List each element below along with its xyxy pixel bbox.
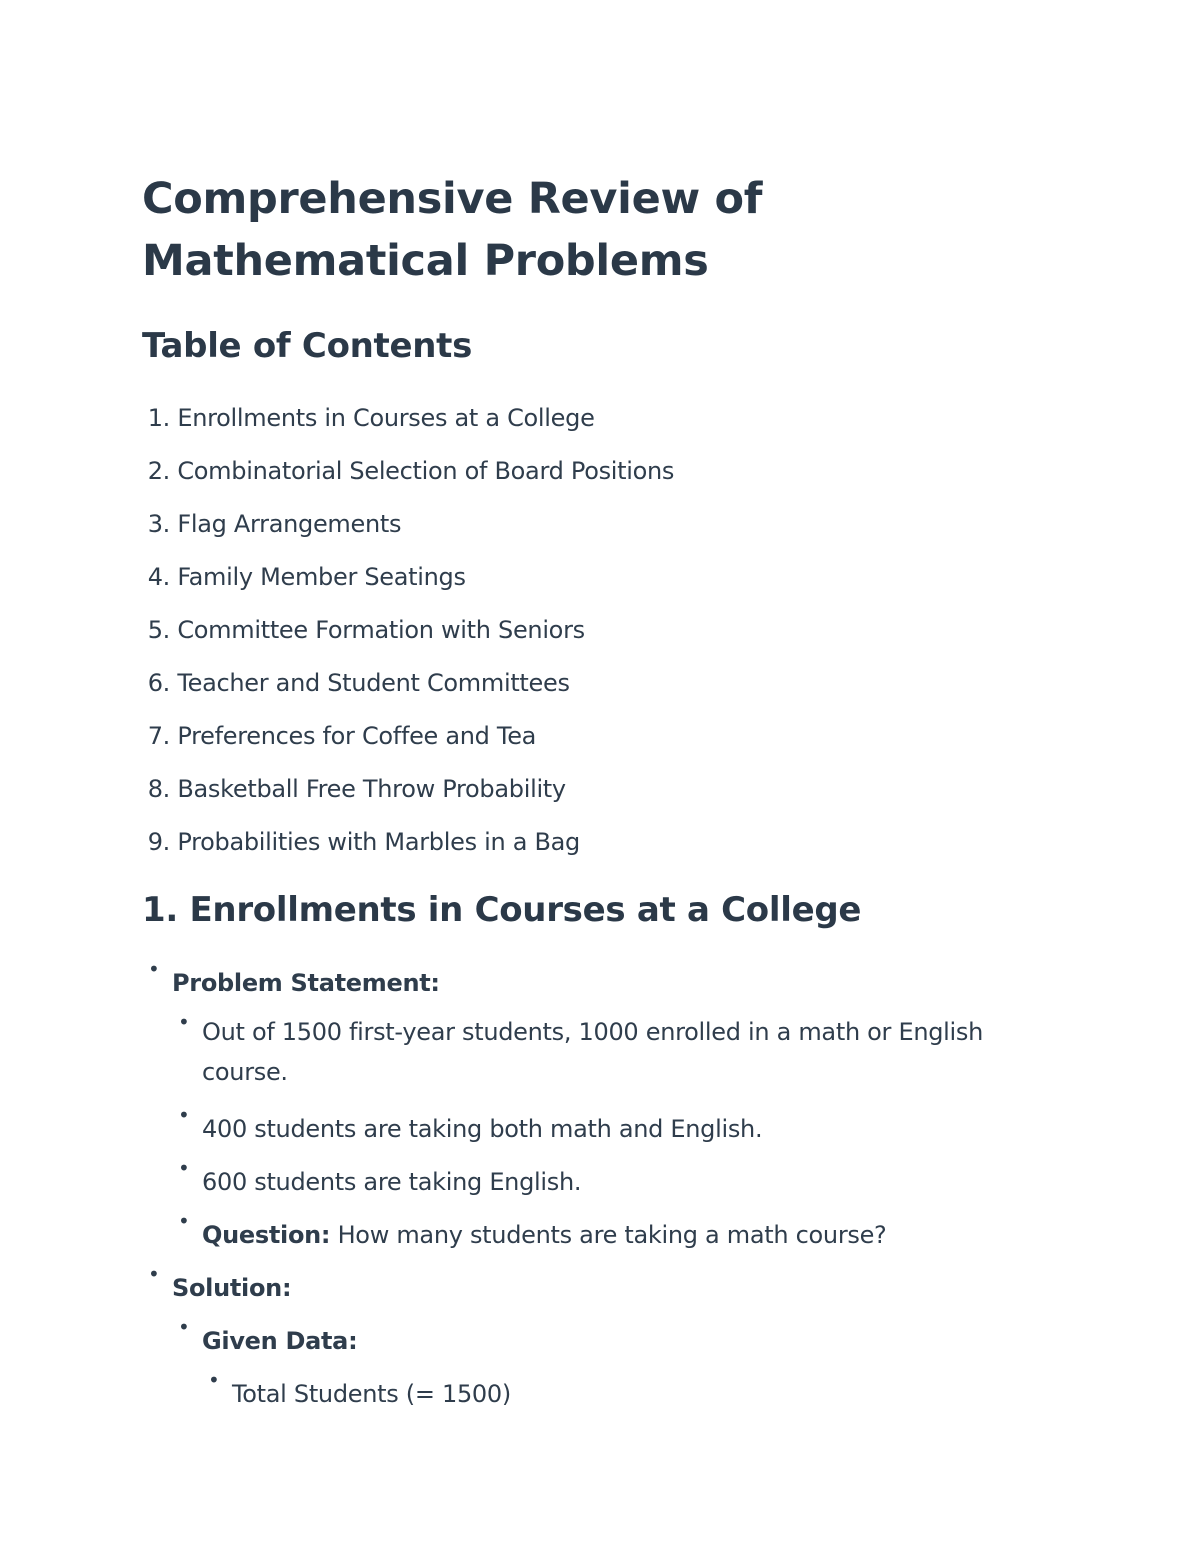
bullet-icon: • [178, 1315, 190, 1339]
list-item [178, 1315, 1042, 1421]
bullet-icon: • [178, 1010, 190, 1034]
toc-item[interactable]: 9. Probabilities with Marbles in a Bag [147, 828, 580, 856]
section-heading: 1. Enrollments in Courses at a College [142, 890, 862, 930]
bullet-icon: • [178, 1209, 190, 1233]
bullet-icon: • [148, 957, 160, 981]
bullet-icon: • [178, 1156, 190, 1180]
list-item [148, 1262, 1042, 1421]
question-label: Question: [202, 1221, 331, 1249]
toc-item[interactable]: 3. Flag Arrangements [147, 510, 402, 538]
bullet-icon: • [208, 1368, 220, 1392]
toc-item[interactable]: 2. Combinatorial Selection of Board Positions [147, 457, 675, 485]
toc-item[interactable]: 8. Basketball Free Throw Probability [147, 775, 566, 803]
solution-list [172, 1315, 1042, 1421]
list-item [148, 957, 1042, 1262]
problem-statement-label: Problem Statement: [172, 969, 440, 997]
section-content-list [142, 957, 1042, 1421]
list-item [178, 1209, 1042, 1262]
title-line-1: Comprehensive Review of [142, 174, 763, 224]
toc-item[interactable]: 4. Family Member Seatings [147, 563, 466, 591]
list-item: • Out of 1500 first-year students, 1000 enrolled in a math or English course. [178, 1010, 984, 1086]
toc-item[interactable]: 5. Committee Formation with Seniors [147, 616, 585, 644]
document-title [142, 168, 1042, 292]
document-page [142, 168, 1042, 1421]
toc-item[interactable]: 7. Preferences for Coffee and Tea [147, 722, 537, 750]
toc-item[interactable]: 1. Enrollments in Courses at a College [147, 404, 595, 432]
solution-label: Solution: [172, 1274, 292, 1302]
problem-statement-list [172, 1010, 1042, 1262]
title-line-2: Mathematical Problems [142, 236, 709, 286]
table-of-contents [142, 392, 1042, 869]
question-text: How many students are taking a math course? [330, 1221, 887, 1249]
list-item: • 600 students are taking English. [178, 1156, 582, 1196]
list-item: • 400 students are taking both math and English. [178, 1103, 763, 1143]
given-data-label: Given Data: [202, 1327, 358, 1355]
toc-heading: Table of Contents [142, 326, 473, 366]
given-data-list [202, 1368, 1042, 1421]
list-item: • Total Students (= 1500) [208, 1368, 511, 1408]
toc-item[interactable]: 6. Teacher and Student Committees [147, 669, 570, 697]
bullet-icon: • [178, 1103, 190, 1127]
bullet-icon: • [148, 1262, 160, 1286]
